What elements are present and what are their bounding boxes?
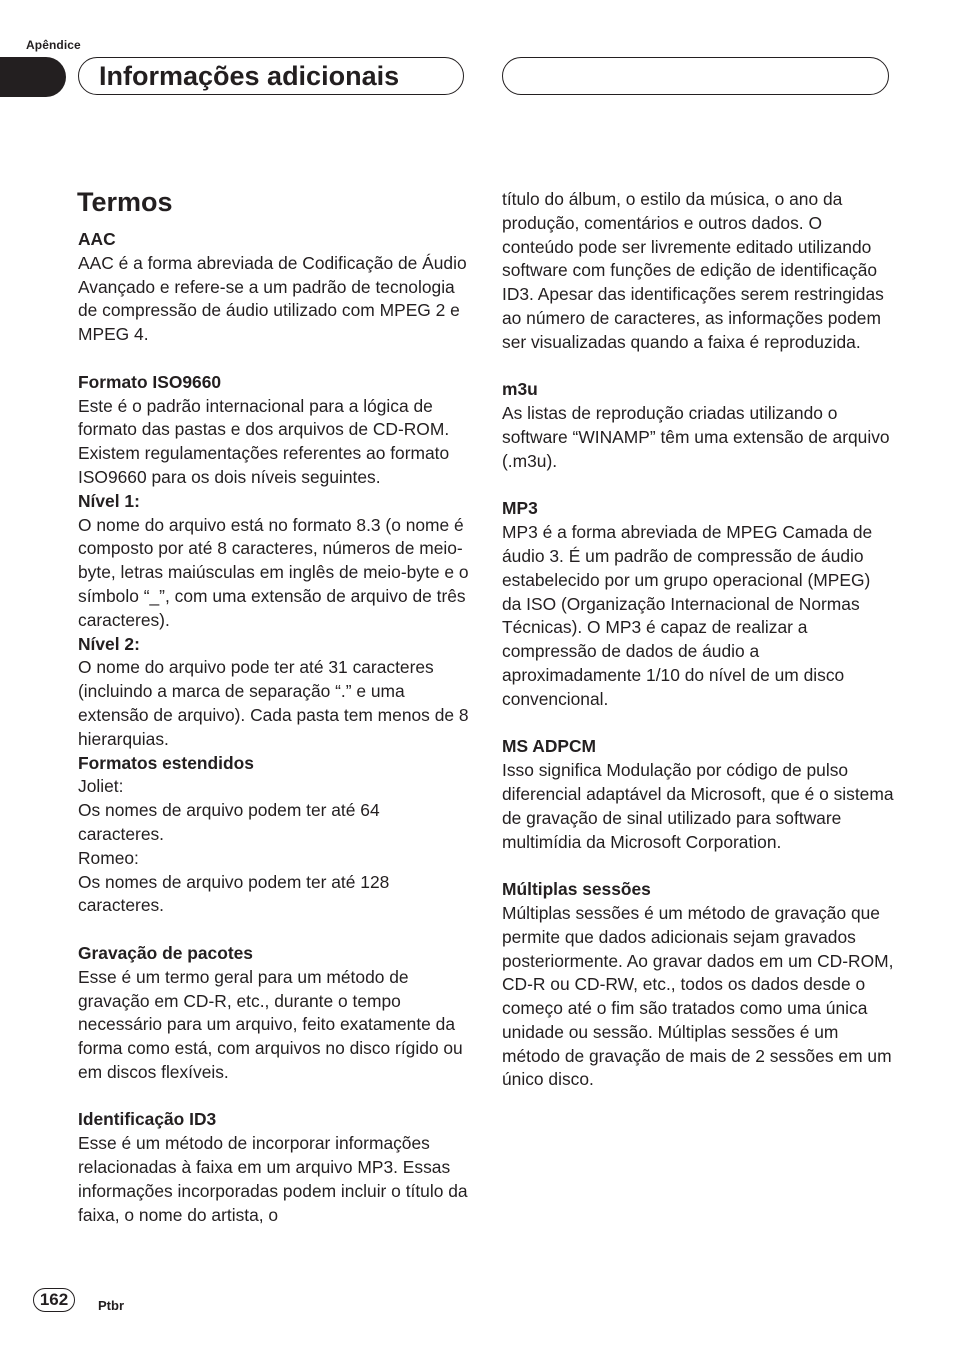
term-definition: Esse é um método de incorporar informações relacionadas à faixa em um arquivo MP3. Essas informações incorporadas podem incluir o título da faixa, o nome do artista, o [78, 1133, 468, 1225]
term-line: Joliet: [78, 776, 124, 797]
glossary-entry-nivel-1 [78, 490, 470, 633]
glossary-entry-gravacao-de-pacotes [78, 942, 470, 1085]
term-line: Os nomes de arquivo podem ter até 128 caracteres. [78, 871, 390, 916]
page-title: Termos [77, 187, 173, 217]
glossary-entry-ms-adpcm [502, 735, 894, 854]
term-heading: Formato ISO9660 [78, 371, 222, 392]
glossary-entry-id3-continuation [502, 188, 894, 355]
right-column [502, 188, 894, 1092]
term-definition: Múltiplas sessões é um método de gravação que permite que dados adicionais sejam gravados posteriormente. Ao gravar dados em um CD-ROM, CD-R ou CD-RW, etc., todos os dados desde o começo até o fim são tratados como uma única unidade ou sessão. Múltiplas sessões é um método de gravação de mais de 2 sessões em um único disco. [502, 902, 894, 1090]
term-heading: Formatos estendidos [78, 752, 254, 773]
term-definition: O nome do arquivo está no formato 8.3 (o nome é composto por até 8 caracteres, números de meio-byte, letras maiúsculas em inglês de meio-byte e o símbolo “_”, com uma extensão de arquivo de três caracteres). [78, 514, 469, 630]
header-title-box [78, 57, 464, 95]
section-tab-marker [0, 57, 66, 97]
term-line: Os nomes de arquivo podem ter até 64 caracteres. [78, 800, 380, 844]
page-number: 162 [33, 1288, 75, 1312]
term-definition: As listas de reprodução criadas utilizando o software “WINAMP” têm uma extensão de arquivo (.m3u). [502, 403, 890, 471]
term-definition: título do álbum, o estilo da música, o ano da produção, comentários e outros dados. O conteúdo pode ser livremente editado utilizando software com funções de edição de identificação ID3. Apesar das identificações serem restringidas ao número de caracteres, as informações podem ser visualizadas quando a faixa é reproduzida. [502, 189, 884, 352]
glossary-entry-iso9660 [78, 371, 470, 490]
glossary-entry-mp3 [502, 497, 894, 711]
term-heading: Identificação ID3 [78, 1109, 217, 1130]
term-heading: m3u [502, 379, 538, 400]
left-column [78, 228, 470, 1227]
header-title: Informações adicionais [99, 61, 400, 91]
glossary-entry-formatos-estendidos [78, 752, 470, 919]
term-definition: MP3 é a forma abreviada de MPEG Camada de áudio 3. É um padrão de compressão de áudio estabelecido por um grupo operacional (MPEG) da ISO (Organização Internacional de Normas Técnicas). O MP3 é capaz de realizar a compressão de dados de áudio a aproximadamente 1/10 do nível de um disco convencional. [502, 522, 873, 709]
glossary-entry-aac [78, 228, 470, 347]
glossary-entry-identificacao-id3 [78, 1108, 470, 1227]
section-label: Apêndice [26, 38, 81, 52]
term-heading: Nível 2: [78, 633, 140, 654]
language-code: Ptbr [98, 1298, 124, 1313]
term-definition: Isso significa Modulação por código de pulso diferencial adaptável da Microsoft, que é o sistema de gravação de sinal utilizado para software multimídia da Microsoft Corporation. [502, 760, 894, 852]
term-heading: Múltiplas sessões [502, 879, 651, 900]
term-heading: Gravação de pacotes [78, 942, 253, 963]
glossary-entry-nivel-2 [78, 633, 470, 752]
term-heading: Nível 1: [78, 490, 140, 511]
glossary-entry-multiplas-sessoes [502, 878, 894, 1092]
term-line: Romeo: [78, 847, 139, 868]
term-definition: Este é o padrão internacional para a lógica de formato das pastas e dos arquivos de CD-ROM. Existem regulamentações referentes ao formato ISO9660 para os dois níveis seguintes. [78, 395, 450, 487]
term-definition: O nome do arquivo pode ter até 31 caracteres (incluindo a marca de separação “.” e uma extensão de arquivo). Cada pasta tem menos de 8 hierarquias. [78, 657, 469, 749]
glossary-entry-m3u [502, 378, 894, 473]
term-heading: MS ADPCM [502, 736, 597, 757]
header-empty-box [502, 57, 889, 95]
term-definition: AAC é a forma abreviada de Codificação de Áudio Avançado e refere-se a um padrão de tecnologia de compressão de áudio utilizado com MPEG 2 e MPEG 4. [78, 252, 467, 345]
term-heading: AAC [78, 229, 116, 249]
term-heading: MP3 [502, 498, 538, 519]
term-definition: Esse é um termo geral para um método de gravação em CD-R, etc., durante o tempo necessário para um arquivo, feito exatamente da forma como está, com arquivos no disco rígido ou em discos flexíveis. [78, 966, 463, 1082]
